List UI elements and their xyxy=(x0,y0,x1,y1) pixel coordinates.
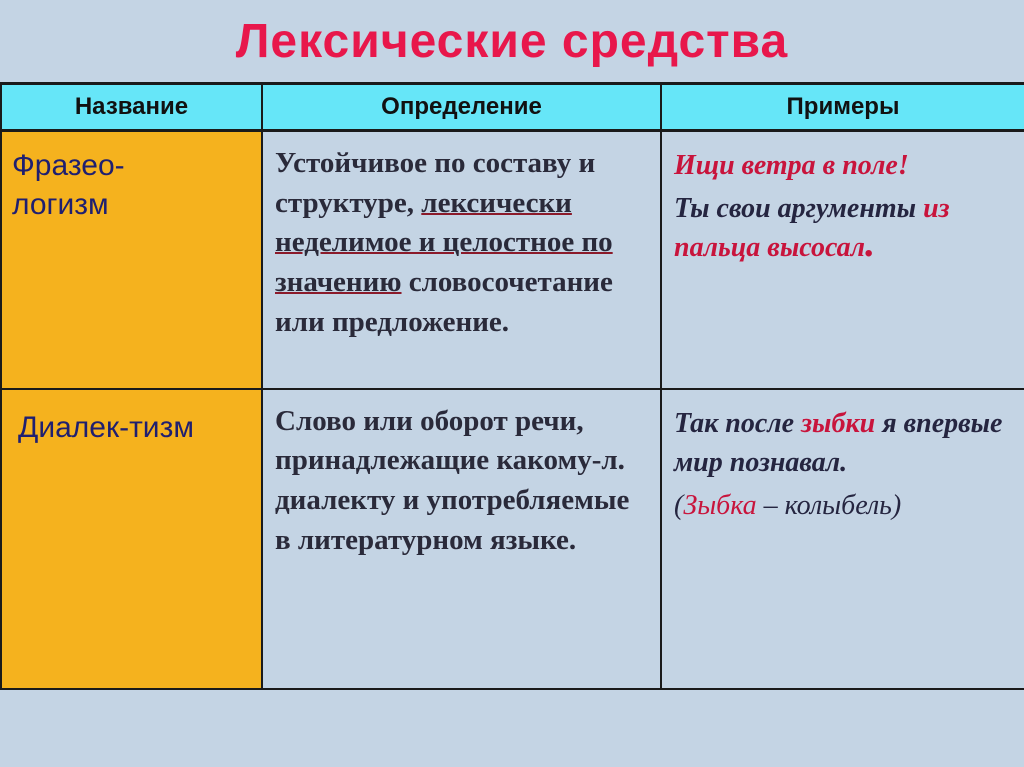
example-1-text-end: я впервые мир познавал. xyxy=(674,407,1003,478)
definition-text: Устойчивое по составу и структуре, xyxy=(275,147,596,219)
example-2-highlight: из пальца высосал xyxy=(674,193,950,264)
example-2-text: Ты свои аргументы xyxy=(674,193,917,225)
name-line-2: логизм xyxy=(12,188,109,221)
example-2 xyxy=(674,189,1016,267)
cell-definition-phraseologism xyxy=(262,131,661,389)
cell-name-dialectism xyxy=(1,389,262,690)
cell-examples-dialectism xyxy=(661,389,1024,690)
cell-name-phraseologism xyxy=(1,131,262,389)
example-1-text: Так после xyxy=(674,407,795,439)
example-2 xyxy=(674,486,1016,525)
example-1 xyxy=(674,404,1016,482)
definition-underlined-text: лексически неделимое и целостное по значению xyxy=(275,186,613,299)
lexical-means-table xyxy=(0,82,1024,690)
page-title: Лексические средства xyxy=(235,15,789,68)
example-2-highlight: Зыбка xyxy=(683,489,757,521)
header-name: Название xyxy=(1,84,262,131)
table-header-row xyxy=(1,84,1024,131)
example-1-highlight: зыбки xyxy=(801,407,876,439)
name-dialectism: Диалек-тизм xyxy=(18,410,194,444)
cell-examples-phraseologism xyxy=(661,131,1024,389)
example-2-dot: . xyxy=(865,220,876,266)
definition-text-end: словосочетание или предложение. xyxy=(275,266,613,338)
example-2-text: – колыбель) xyxy=(756,489,902,521)
example-1: Ищи ветра в поле! xyxy=(674,150,909,181)
definition-text: Слово или оборот речи, принадлежащие какому-л. диалекту и употребляемые в литературном языке. xyxy=(275,404,630,556)
bottom-band xyxy=(0,690,1024,767)
name-line-1: Фразео- xyxy=(12,149,125,182)
example-2-open: ( xyxy=(674,489,684,521)
table-row xyxy=(1,389,1024,690)
header-definition: Определение xyxy=(262,84,661,131)
header-examples: Примеры xyxy=(661,84,1024,131)
table-row xyxy=(1,131,1024,389)
cell-definition-dialectism xyxy=(262,389,661,690)
